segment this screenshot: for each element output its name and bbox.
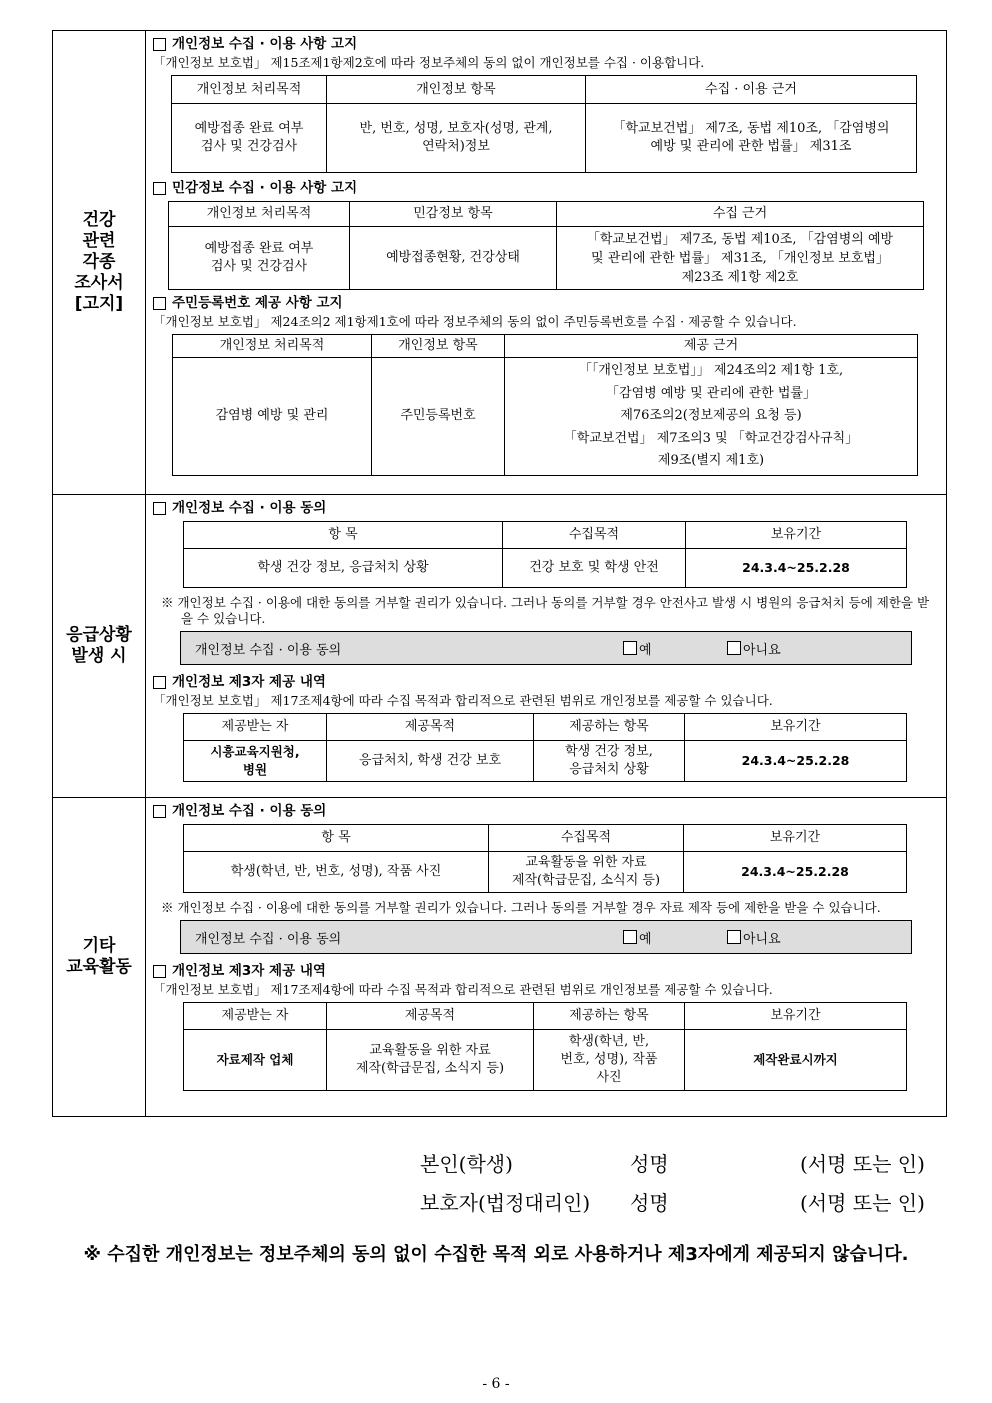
table-header: 보유기간	[685, 1003, 907, 1030]
table-cell: 학생(학년, 반, 번호, 성명), 작품 사진	[184, 852, 489, 893]
table-header: 항 목	[184, 522, 503, 549]
no-label: 아니요	[743, 642, 781, 658]
table-header: 제공목적	[327, 1003, 534, 1030]
table-cell: 24.3.4~25.2.28	[685, 741, 907, 782]
section-label: 응급상황 발생 시	[53, 495, 146, 797]
table-cell: 학생(학년, 반, 번호, 성명), 작품 사진	[534, 1030, 685, 1091]
block-heading	[153, 35, 940, 53]
table-header: 민감정보 항목	[350, 202, 557, 227]
block-description: 「개인정보 보호법」 제15조제1항제2호에 따라 정보주체의 동의 없이 개인정보를 수집 · 이용합니다.	[153, 55, 705, 70]
block-heading	[153, 962, 940, 980]
table-cell: 학생 건강 정보, 응급처치 상황	[184, 549, 503, 588]
block-heading	[153, 802, 940, 820]
no-label: 아니요	[743, 931, 781, 947]
checkbox-icon	[153, 297, 166, 310]
table-header: 개인정보 처리목적	[173, 335, 372, 358]
heading-text: 개인정보 제3자 제공 내역	[172, 674, 326, 690]
table-cell: 24.3.4~25.2.28	[684, 852, 907, 893]
section-label: 건강 관련 각종 조사서 [고지]	[53, 31, 146, 494]
consent-form	[52, 30, 947, 1117]
table-header: 보유기간	[686, 522, 907, 549]
table-header: 개인정보 항목	[372, 335, 505, 358]
heading-text: 주민등록번호 제공 사항 고지	[172, 295, 343, 311]
table-header: 보유기간	[684, 825, 907, 852]
section-label: 기타 교육활동	[53, 798, 146, 1116]
no-checkbox[interactable]	[727, 930, 741, 944]
table-header: 개인정보 처리목적	[172, 76, 327, 104]
page-number: - 6 -	[482, 1376, 510, 1392]
yes-checkbox[interactable]	[623, 641, 637, 655]
table-cell: 예방접종 완료 여부 검사 및 건강검사	[172, 104, 327, 173]
info-table	[183, 713, 907, 782]
heading-text: 개인정보 수집 · 이용 동의	[172, 803, 327, 819]
info-table	[183, 1002, 907, 1091]
block-description: 「개인정보 보호법」 제17조제4항에 따라 수집 목적과 합리적으로 관련된 범위로 개인정보를 제공할 수 있습니다.	[153, 693, 773, 708]
table-cell: 예방접종현황, 건강상태	[350, 227, 557, 290]
table-cell: 24.3.4~25.2.28	[686, 549, 907, 588]
block-heading	[153, 673, 940, 691]
section-health-survey	[53, 31, 946, 495]
table-header: 수집목적	[489, 825, 684, 852]
table-header: 제공받는 자	[184, 1003, 327, 1030]
heading-text: 개인정보 수집 · 이용 동의	[172, 500, 327, 516]
checkbox-icon	[153, 182, 166, 195]
heading-text: 민감정보 수집 · 이용 사항 고지	[172, 180, 358, 196]
table-header: 수집목적	[503, 522, 686, 549]
section-emergency	[53, 495, 946, 798]
checkbox-icon	[153, 965, 166, 978]
table-header: 제공하는 항목	[534, 714, 685, 741]
checkbox-icon	[153, 805, 166, 818]
table-cell: 주민등록번호	[372, 358, 505, 476]
signature-student	[420, 1148, 950, 1176]
table-cell: 건강 보호 및 학생 안전	[503, 549, 686, 588]
consent-label: 개인정보 수집 · 이용 동의	[195, 642, 342, 658]
table-cell: 「「개인정보 보호법」」 제24조의2 제1항 1호, 「감염병 예방 및 관리에 관한 법률」 제76조의2(정보제공의 요청 등) 「학교보건법」 제7조의3 및 「학교건강검사규칙」 제9조(별지 제1호)	[505, 358, 918, 476]
info-table	[168, 201, 924, 290]
sign-field[interactable]: (서명 또는 인)	[800, 1191, 925, 1215]
info-table	[171, 75, 917, 173]
table-cell: 반, 번호, 성명, 보호자(성명, 관계, 연락처)정보	[327, 104, 586, 173]
info-table	[183, 824, 907, 893]
signature-guardian	[420, 1187, 950, 1215]
table-header: 개인정보 처리목적	[169, 202, 350, 227]
sign-field[interactable]: (서명 또는 인)	[800, 1152, 925, 1176]
signer-label: 보호자(법정대리인)	[420, 1191, 591, 1215]
block-heading	[153, 499, 940, 517]
block-heading	[153, 294, 940, 312]
consent-no-option[interactable]	[727, 639, 831, 658]
consent-yes-option[interactable]	[623, 928, 727, 947]
consent-note: ※ 개인정보 수집 · 이용에 대한 동의를 거부할 권리가 있습니다. 그러나 동의를 거부할 경우 안전사고 발생 시 병원의 응급처치 등에 제한을 받을 수 있습니다.	[161, 595, 930, 626]
heading-text: 개인정보 제3자 제공 내역	[172, 963, 326, 979]
no-checkbox[interactable]	[727, 641, 741, 655]
table-header: 수집 · 이용 근거	[586, 76, 917, 104]
yes-label: 예	[639, 642, 652, 658]
table-cell: 시흥교육지원청, 병원	[184, 741, 327, 782]
name-label: 성명	[630, 1191, 669, 1215]
table-cell: 「학교보건법」 제7조, 동법 제10조, 「감염병의 예방 및 관리에 관한 법률」 제31조	[586, 104, 917, 173]
table-header: 제공 근거	[505, 335, 918, 358]
table-header: 제공목적	[327, 714, 534, 741]
table-cell: 학생 건강 정보, 응급처치 상황	[534, 741, 685, 782]
consent-note: ※ 개인정보 수집 · 이용에 대한 동의를 거부할 권리가 있습니다. 그러나 동의를 거부할 경우 자료 제작 등에 제한을 받을 수 있습니다.	[161, 900, 881, 915]
block-description: 「개인정보 보호법」 제17조제4항에 따라 수집 목적과 합리적으로 관련된 범위로 개인정보를 제공할 수 있습니다.	[153, 982, 773, 997]
table-cell: 예방접종 완료 여부 검사 및 건강검사	[169, 227, 350, 290]
table-cell: 제작완료시까지	[685, 1030, 907, 1091]
block-heading	[153, 179, 940, 197]
table-cell: 교육활동을 위한 자료 제작(학급문집, 소식지 등)	[327, 1030, 534, 1091]
table-header: 제공하는 항목	[534, 1003, 685, 1030]
heading-text: 개인정보 수집 · 이용 사항 고지	[172, 36, 358, 52]
table-cell: 자료제작 업체	[184, 1030, 327, 1091]
checkbox-icon	[153, 38, 166, 51]
table-header: 제공받는 자	[184, 714, 327, 741]
info-table	[172, 334, 918, 476]
consent-box	[180, 920, 912, 954]
table-header: 수집 근거	[557, 202, 924, 227]
checkbox-icon	[153, 676, 166, 689]
table-header: 항 목	[184, 825, 489, 852]
table-header: 보유기간	[685, 714, 907, 741]
signer-label: 본인(학생)	[420, 1152, 513, 1176]
consent-no-option[interactable]	[727, 928, 831, 947]
info-table	[183, 521, 907, 588]
checkbox-icon	[153, 502, 166, 515]
yes-checkbox[interactable]	[623, 930, 637, 944]
block-description: 「개인정보 보호법」 제24조의2 제1항제1호에 따라 정보주체의 동의 없이 주민등록번호를 수집 · 제공할 수 있습니다.	[153, 314, 797, 329]
consent-box	[180, 631, 912, 665]
name-label: 성명	[630, 1152, 669, 1176]
consent-label: 개인정보 수집 · 이용 동의	[195, 931, 342, 947]
yes-label: 예	[639, 931, 652, 947]
table-cell: 응급처치, 학생 건강 보호	[327, 741, 534, 782]
table-cell: 감염병 예방 및 관리	[173, 358, 372, 476]
footer-note: ※ 수집한 개인정보는 정보주체의 동의 없이 수집한 목적 외로 사용하거나 제3자에게 제공되지 않습니다.	[83, 1244, 909, 1265]
table-header: 개인정보 항목	[327, 76, 586, 104]
consent-yes-option[interactable]	[623, 639, 727, 658]
table-cell: 교육활동을 위한 자료 제작(학급문집, 소식지 등)	[489, 852, 684, 893]
section-other-activities	[53, 798, 946, 1116]
table-cell: 「학교보건법」 제7조, 동법 제10조, 「감염병의 예방 및 관리에 관한 법률」 제31조, 「개인정보 보호법」 제23조 제1항 제2호	[557, 227, 924, 290]
